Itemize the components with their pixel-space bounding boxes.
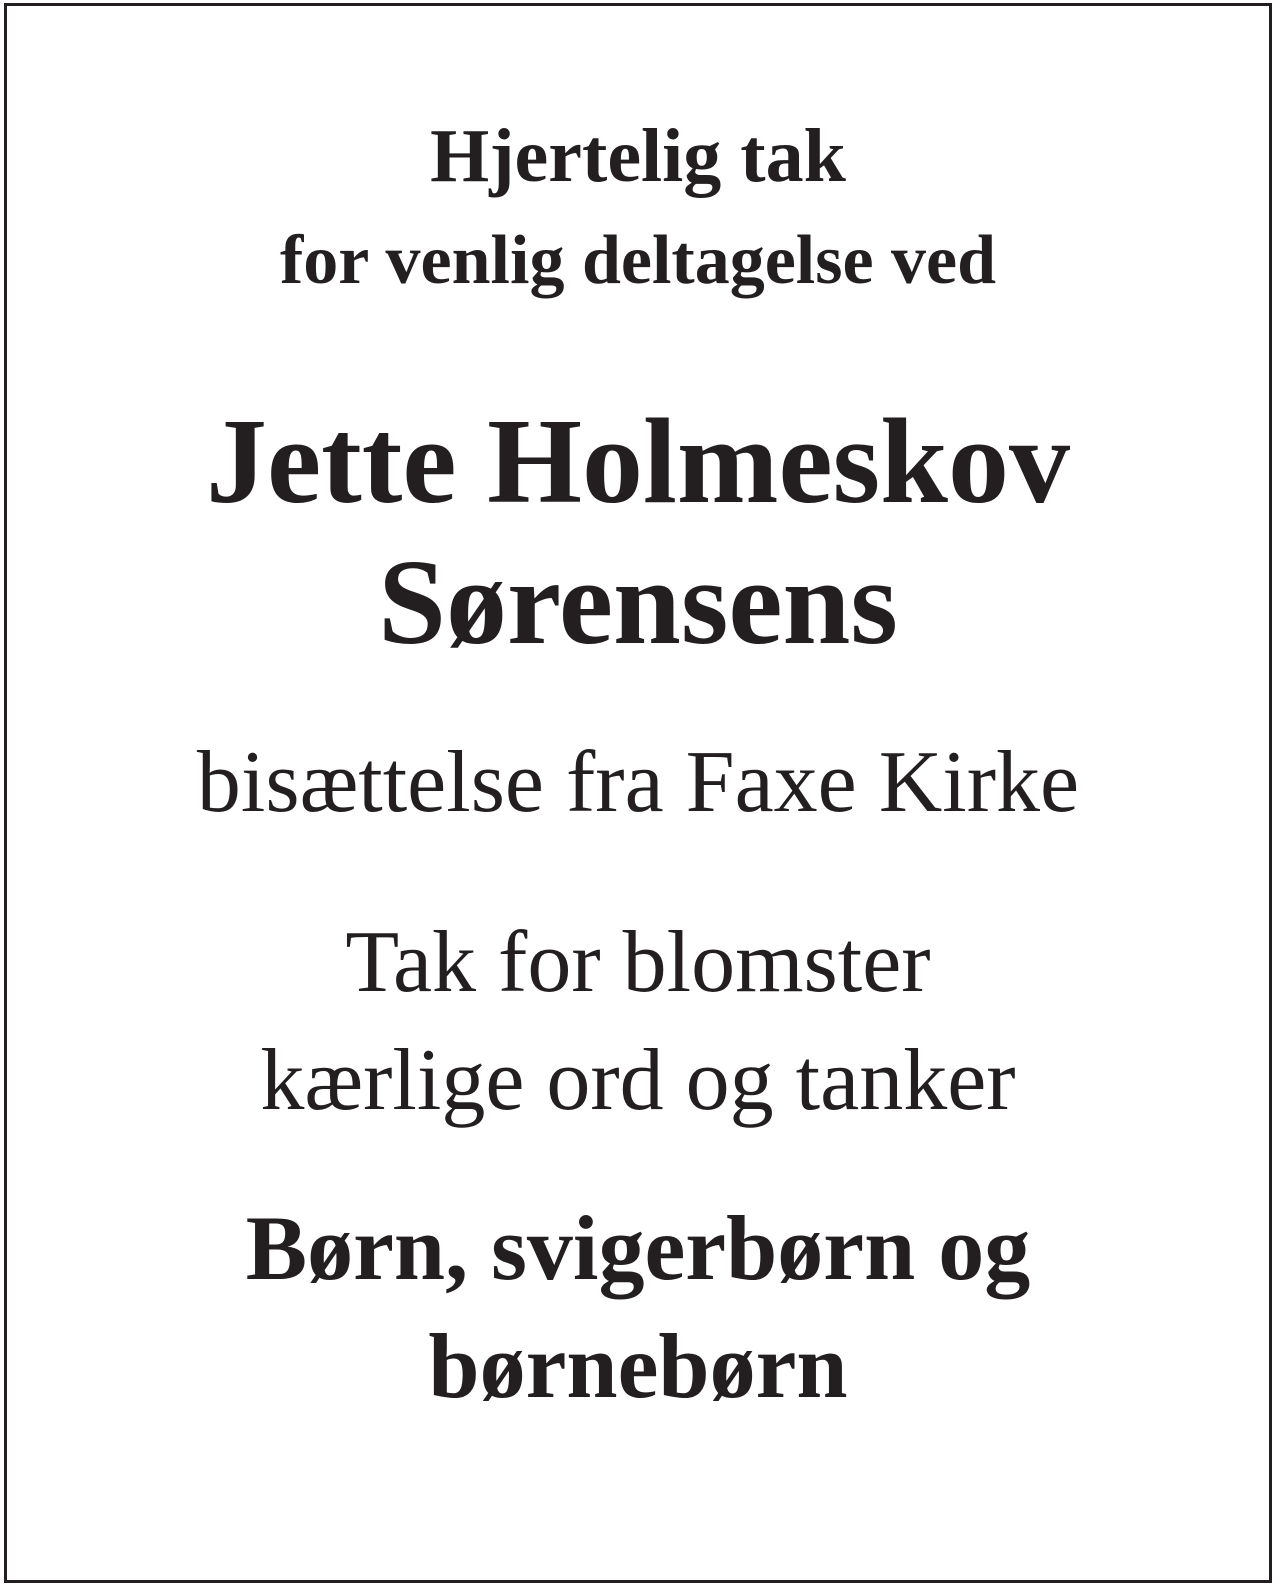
ceremony-text: bisættelse fra Faxe Kirke <box>196 734 1080 831</box>
deceased-name-line-2: Sørensens <box>378 535 898 670</box>
notice-frame <box>4 3 1272 1583</box>
thanks-line-2: kærlige ord og tanker <box>260 1032 1016 1129</box>
heading-line-1: Hjertelig tak <box>430 114 846 198</box>
deceased-name-line-1: Jette Holmeskov <box>206 394 1070 529</box>
signature-line-1: Børn, svigerbørn og <box>245 1197 1031 1299</box>
heading-line-2: for venlig deltagelse ved <box>279 222 997 299</box>
thanks-line-1: Tak for blomster <box>345 914 931 1011</box>
signature-line-2: børnebørn <box>428 1315 848 1417</box>
